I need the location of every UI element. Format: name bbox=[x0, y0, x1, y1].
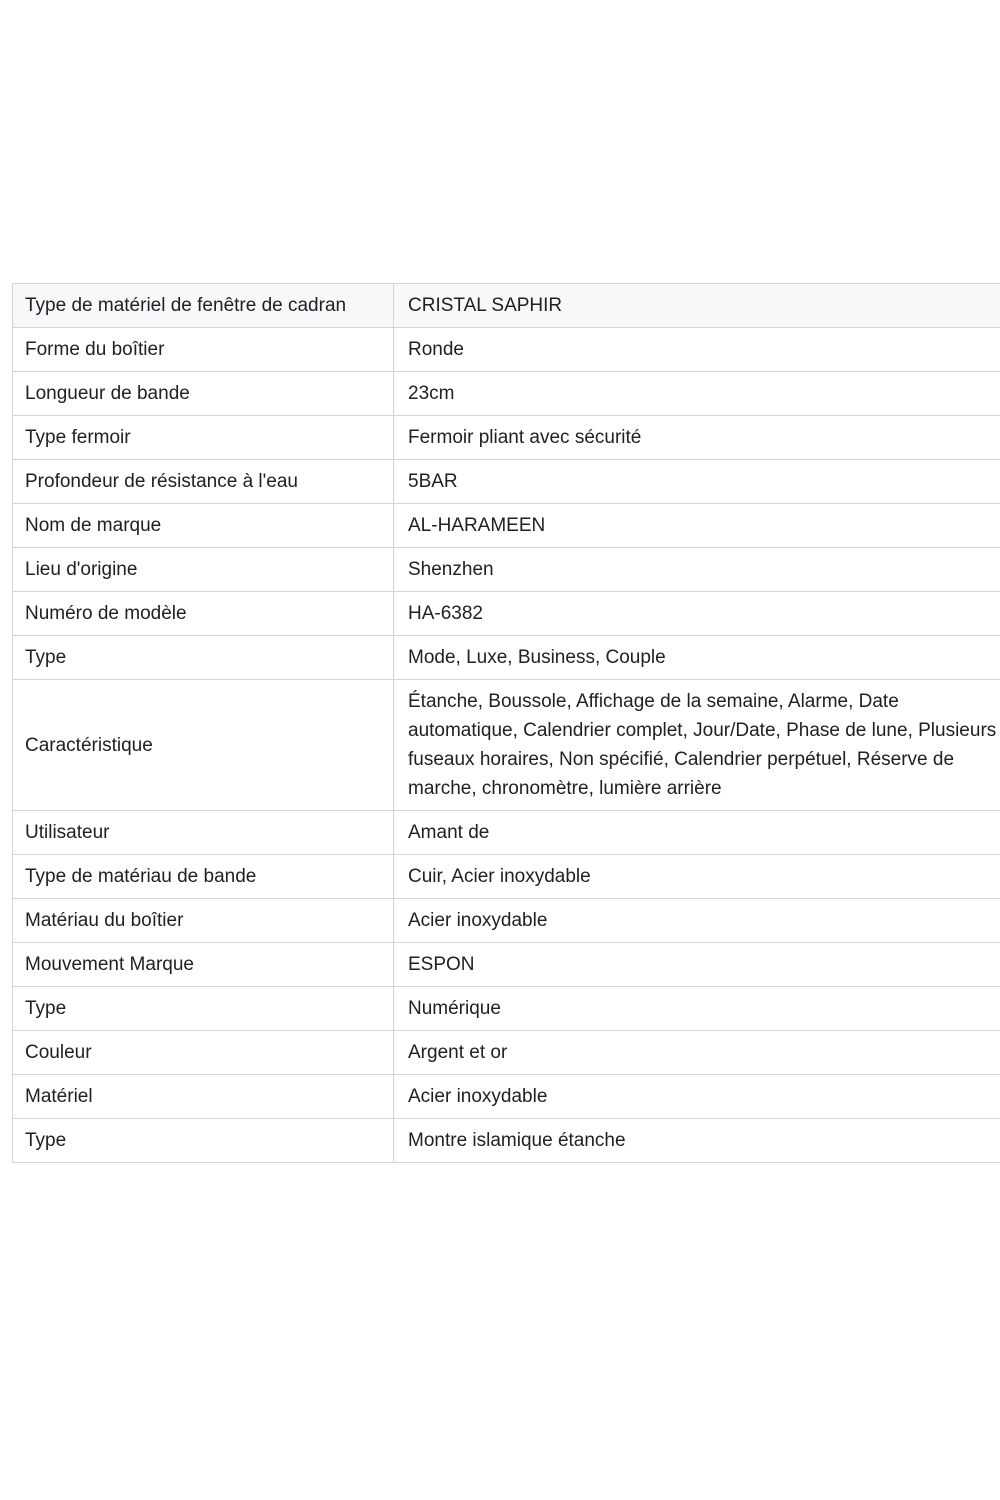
spec-value: CRISTAL SAPHIR bbox=[394, 284, 1000, 328]
spec-row bbox=[13, 855, 1000, 899]
spec-label: Numéro de modèle bbox=[13, 592, 394, 636]
spec-value: ESPON bbox=[394, 943, 1000, 987]
spec-value: Shenzhen bbox=[394, 548, 1000, 592]
spec-label: Nom de marque bbox=[13, 504, 394, 548]
spec-value: AL-HARAMEEN bbox=[394, 504, 1000, 548]
spec-row bbox=[13, 943, 1000, 987]
spec-label: Type de matériau de bande bbox=[13, 855, 394, 899]
spec-label: Caractéristique bbox=[13, 680, 394, 811]
spec-value: Numérique bbox=[394, 987, 1000, 1031]
spec-value: Cuir, Acier inoxydable bbox=[394, 855, 1000, 899]
spec-row bbox=[13, 987, 1000, 1031]
spec-row bbox=[13, 328, 1000, 372]
spec-row bbox=[13, 416, 1000, 460]
spec-row bbox=[13, 1075, 1000, 1119]
spec-label: Matériau du boîtier bbox=[13, 899, 394, 943]
spec-value: Fermoir pliant avec sécurité bbox=[394, 416, 1000, 460]
spec-label: Utilisateur bbox=[13, 811, 394, 855]
product-spec-table bbox=[12, 283, 1000, 1163]
spec-row bbox=[13, 636, 1000, 680]
spec-value: Mode, Luxe, Business, Couple bbox=[394, 636, 1000, 680]
spec-label: Longueur de bande bbox=[13, 372, 394, 416]
spec-label: Couleur bbox=[13, 1031, 394, 1075]
spec-row bbox=[13, 592, 1000, 636]
spec-row bbox=[13, 1031, 1000, 1075]
spec-label: Profondeur de résistance à l'eau bbox=[13, 460, 394, 504]
spec-label: Type bbox=[13, 987, 394, 1031]
spec-label: Type de matériel de fenêtre de cadran bbox=[13, 284, 394, 328]
spec-value: HA-6382 bbox=[394, 592, 1000, 636]
spec-value: Amant de bbox=[394, 811, 1000, 855]
spec-label: Matériel bbox=[13, 1075, 394, 1119]
spec-value: 5BAR bbox=[394, 460, 1000, 504]
spec-label: Type fermoir bbox=[13, 416, 394, 460]
spec-row bbox=[13, 548, 1000, 592]
spec-label: Type bbox=[13, 636, 394, 680]
spec-label: Forme du boîtier bbox=[13, 328, 394, 372]
spec-label: Lieu d'origine bbox=[13, 548, 394, 592]
product-spec-section bbox=[12, 283, 1000, 1163]
spec-row bbox=[13, 680, 1000, 811]
spec-value: 23cm bbox=[394, 372, 1000, 416]
spec-row bbox=[13, 1119, 1000, 1163]
spec-row bbox=[13, 899, 1000, 943]
spec-row bbox=[13, 811, 1000, 855]
spec-value: Montre islamique étanche bbox=[394, 1119, 1000, 1163]
spec-row bbox=[13, 372, 1000, 416]
spec-label: Type bbox=[13, 1119, 394, 1163]
spec-label: Mouvement Marque bbox=[13, 943, 394, 987]
spec-value: Ronde bbox=[394, 328, 1000, 372]
spec-row bbox=[13, 284, 1000, 328]
spec-value: Argent et or bbox=[394, 1031, 1000, 1075]
spec-value: Acier inoxydable bbox=[394, 899, 1000, 943]
spec-row bbox=[13, 504, 1000, 548]
spec-value: Étanche, Boussole, Affichage de la semaine, Alarme, Date automatique, Calendrier complet, Jour/Date, Phase de lune, Plusieurs fuseaux horaires, Non spécifié, Calendrier perpétuel, Réserve de marche, chronomètre, lumière arrière bbox=[394, 680, 1000, 811]
spec-value: Acier inoxydable bbox=[394, 1075, 1000, 1119]
spec-row bbox=[13, 460, 1000, 504]
